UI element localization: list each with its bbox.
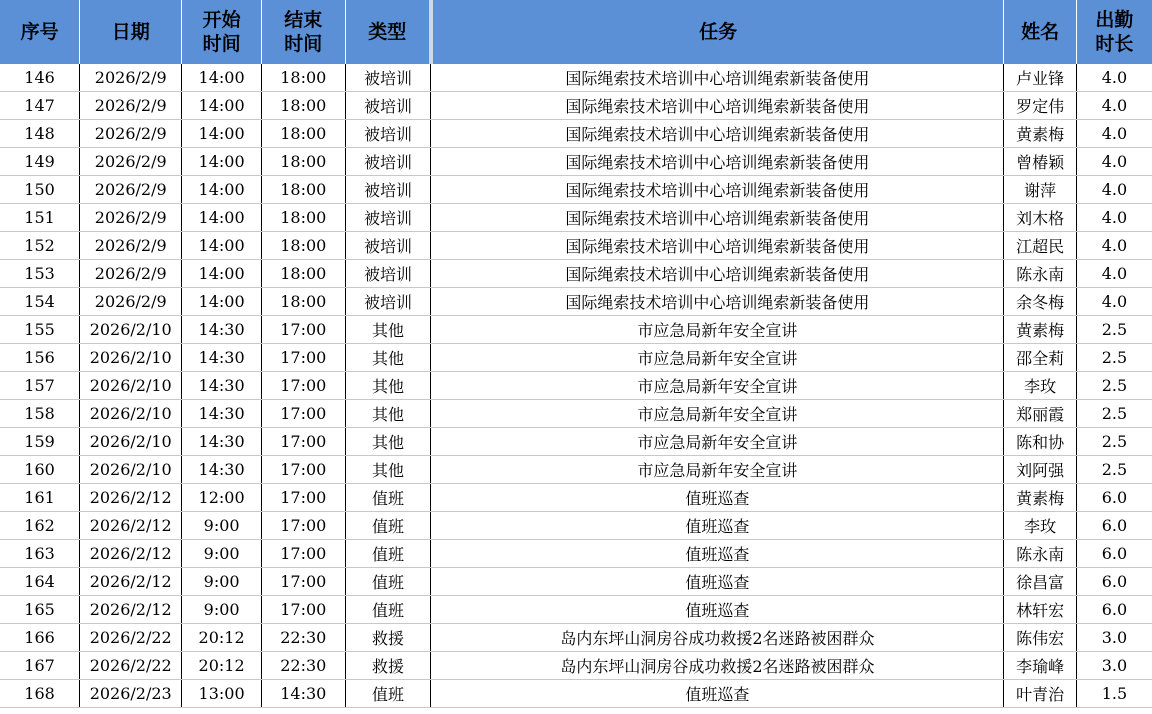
cell-date[interactable]: 2026/2/9 [80,148,182,176]
cell-serial[interactable]: 166 [0,624,80,652]
cell-serial[interactable]: 152 [0,232,80,260]
cell-type[interactable]: 值班 [345,680,431,708]
table-body [0,64,1152,708]
cell-start-time[interactable]: 14:00 [182,260,262,288]
cell-hours[interactable]: 4.0 [1076,64,1152,92]
cell-serial[interactable]: 155 [0,316,80,344]
cell-serial[interactable]: 151 [0,204,80,232]
cell-hours[interactable]: 6.0 [1076,596,1152,624]
cell-task[interactable]: 值班巡查 [431,596,1004,624]
cell-task[interactable]: 值班巡查 [431,540,1004,568]
cell-start-time[interactable]: 14:30 [182,456,262,484]
cell-start-time[interactable]: 14:30 [182,344,262,372]
cell-task[interactable]: 市应急局新年安全宣讲 [431,428,1004,456]
cell-hours[interactable]: 6.0 [1076,484,1152,512]
cell-end-time[interactable]: 22:30 [261,624,345,652]
cell-task[interactable]: 值班巡查 [431,680,1004,708]
table-row [0,568,1152,596]
cell-end-time[interactable]: 17:00 [261,540,345,568]
cell-start-time[interactable]: 9:00 [182,540,262,568]
table-row [0,372,1152,400]
cell-hours[interactable]: 4.0 [1076,120,1152,148]
cell-type[interactable]: 值班 [345,512,431,540]
cell-task[interactable]: 市应急局新年安全宣讲 [431,344,1004,372]
cell-serial[interactable]: 164 [0,568,80,596]
cell-start-time[interactable]: 14:00 [182,232,262,260]
cell-type[interactable]: 被培训 [345,64,431,92]
cell-task[interactable]: 岛内东坪山洞房谷成功救援2名迷路被困群众 [431,652,1004,680]
cell-name[interactable]: 黄素梅 [1004,316,1077,344]
cell-task[interactable]: 市应急局新年安全宣讲 [431,456,1004,484]
cell-serial[interactable]: 149 [0,148,80,176]
table-row [0,400,1152,428]
cell-end-time[interactable]: 18:00 [261,204,345,232]
cell-serial[interactable]: 148 [0,120,80,148]
cell-type[interactable]: 被培训 [345,260,431,288]
cell-type[interactable]: 被培训 [345,92,431,120]
cell-hours[interactable]: 2.5 [1076,428,1152,456]
cell-serial[interactable]: 153 [0,260,80,288]
table-row [0,680,1152,708]
cell-name[interactable]: 刘阿强 [1004,456,1077,484]
cell-name[interactable]: 余冬梅 [1004,288,1077,316]
cell-end-time[interactable]: 17:00 [261,568,345,596]
cell-end-time[interactable]: 18:00 [261,92,345,120]
cell-serial[interactable]: 157 [0,372,80,400]
cell-start-time[interactable]: 9:00 [182,596,262,624]
cell-serial[interactable]: 163 [0,540,80,568]
cell-hours[interactable]: 2.5 [1076,400,1152,428]
cell-hours[interactable]: 6.0 [1076,568,1152,596]
header-task[interactable]: 任务 [431,0,1004,64]
header-type[interactable]: 类型 [345,0,431,64]
header-start-time[interactable]: 开始 时间 [182,0,262,64]
table-row [0,64,1152,92]
cell-start-time[interactable]: 14:30 [182,400,262,428]
cell-hours[interactable]: 4.0 [1076,148,1152,176]
cell-name[interactable]: 刘木格 [1004,204,1077,232]
cell-task[interactable]: 国际绳索技术培训中心培训绳索新装备使用 [431,232,1004,260]
cell-start-time[interactable]: 14:00 [182,288,262,316]
cell-name[interactable]: 黄素梅 [1004,120,1077,148]
cell-end-time[interactable]: 18:00 [261,64,345,92]
cell-end-time[interactable]: 18:00 [261,176,345,204]
cell-hours[interactable]: 1.5 [1076,680,1152,708]
cell-type[interactable]: 被培训 [345,120,431,148]
cell-name[interactable]: 李玫 [1004,372,1077,400]
cell-hours[interactable]: 2.5 [1076,316,1152,344]
cell-end-time[interactable]: 18:00 [261,232,345,260]
cell-name[interactable]: 李瑜峰 [1004,652,1077,680]
cell-date[interactable]: 2026/2/9 [80,176,182,204]
cell-end-time[interactable]: 18:00 [261,120,345,148]
header-date[interactable]: 日期 [80,0,182,64]
table-row [0,204,1152,232]
cell-date[interactable]: 2026/2/9 [80,288,182,316]
cell-hours[interactable]: 4.0 [1076,92,1152,120]
cell-type[interactable]: 值班 [345,540,431,568]
cell-name[interactable]: 卢业锋 [1004,64,1077,92]
cell-type[interactable]: 其他 [345,400,431,428]
cell-hours[interactable]: 4.0 [1076,176,1152,204]
cell-end-time[interactable]: 18:00 [261,288,345,316]
table-row [0,344,1152,372]
cell-type[interactable]: 其他 [345,344,431,372]
cell-start-time[interactable]: 14:00 [182,176,262,204]
cell-hours[interactable]: 4.0 [1076,288,1152,316]
cell-task[interactable]: 岛内东坪山洞房谷成功救援2名迷路被困群众 [431,624,1004,652]
header-hours[interactable]: 出勤 时长 [1076,0,1152,64]
cell-end-time[interactable]: 18:00 [261,148,345,176]
cell-type[interactable]: 值班 [345,596,431,624]
cell-start-time[interactable]: 14:30 [182,372,262,400]
cell-start-time[interactable]: 14:30 [182,428,262,456]
cell-hours[interactable]: 3.0 [1076,624,1152,652]
cell-date[interactable]: 2026/2/10 [80,372,182,400]
cell-date[interactable]: 2026/2/10 [80,400,182,428]
header-end-time[interactable]: 结束 时间 [261,0,345,64]
table-row [0,148,1152,176]
cell-hours[interactable]: 2.5 [1076,372,1152,400]
cell-serial[interactable]: 147 [0,92,80,120]
cell-task[interactable]: 国际绳索技术培训中心培训绳索新装备使用 [431,288,1004,316]
cell-name[interactable]: 郑丽霞 [1004,400,1077,428]
cell-end-time[interactable]: 17:00 [261,316,345,344]
cell-serial[interactable]: 160 [0,456,80,484]
cell-type[interactable]: 被培训 [345,204,431,232]
cell-serial[interactable]: 150 [0,176,80,204]
cell-end-time[interactable]: 17:00 [261,400,345,428]
cell-hours[interactable]: 6.0 [1076,540,1152,568]
cell-task[interactable]: 国际绳索技术培训中心培训绳索新装备使用 [431,204,1004,232]
cell-end-time[interactable]: 17:00 [261,428,345,456]
cell-name[interactable]: 谢萍 [1004,176,1077,204]
cell-serial[interactable]: 162 [0,512,80,540]
cell-start-time[interactable]: 20:12 [182,652,262,680]
cell-date[interactable]: 2026/2/10 [80,456,182,484]
cell-type[interactable]: 被培训 [345,176,431,204]
cell-hours[interactable]: 3.0 [1076,652,1152,680]
cell-task[interactable]: 国际绳索技术培训中心培训绳索新装备使用 [431,64,1004,92]
cell-date[interactable]: 2026/2/10 [80,428,182,456]
cell-type[interactable]: 其他 [345,428,431,456]
cell-end-time[interactable]: 22:30 [261,652,345,680]
table-row [0,596,1152,624]
cell-end-time[interactable]: 18:00 [261,260,345,288]
cell-start-time[interactable]: 14:00 [182,148,262,176]
cell-date[interactable]: 2026/2/12 [80,540,182,568]
cell-date[interactable]: 2026/2/12 [80,484,182,512]
table-row [0,176,1152,204]
cell-type[interactable]: 被培训 [345,148,431,176]
cell-hours[interactable]: 4.0 [1076,204,1152,232]
cell-serial[interactable]: 159 [0,428,80,456]
cell-task[interactable]: 市应急局新年安全宣讲 [431,400,1004,428]
cell-start-time[interactable]: 13:00 [182,680,262,708]
cell-name[interactable]: 江超民 [1004,232,1077,260]
cell-date[interactable]: 2026/2/12 [80,512,182,540]
cell-start-time[interactable]: 12:00 [182,484,262,512]
header-name[interactable]: 姓名 [1004,0,1077,64]
cell-date[interactable]: 2026/2/10 [80,316,182,344]
cell-hours[interactable]: 2.5 [1076,344,1152,372]
cell-task[interactable]: 国际绳索技术培训中心培训绳索新装备使用 [431,120,1004,148]
cell-task[interactable]: 国际绳索技术培训中心培训绳索新装备使用 [431,176,1004,204]
cell-end-time[interactable]: 17:00 [261,512,345,540]
cell-type[interactable]: 被培训 [345,288,431,316]
cell-type[interactable]: 其他 [345,316,431,344]
cell-date[interactable]: 2026/2/22 [80,652,182,680]
cell-date[interactable]: 2026/2/9 [80,92,182,120]
cell-start-time[interactable]: 14:00 [182,204,262,232]
cell-task[interactable]: 市应急局新年安全宣讲 [431,372,1004,400]
cell-start-time[interactable]: 14:00 [182,92,262,120]
cell-task[interactable]: 市应急局新年安全宣讲 [431,316,1004,344]
table-row [0,232,1152,260]
cell-name[interactable]: 罗定伟 [1004,92,1077,120]
cell-task[interactable]: 国际绳索技术培训中心培训绳索新装备使用 [431,92,1004,120]
cell-start-time[interactable]: 20:12 [182,624,262,652]
cell-start-time[interactable]: 14:30 [182,316,262,344]
cell-hours[interactable]: 2.5 [1076,456,1152,484]
cell-name[interactable]: 陈伟宏 [1004,624,1077,652]
cell-date[interactable]: 2026/2/9 [80,232,182,260]
cell-end-time[interactable]: 14:30 [261,680,345,708]
cell-type[interactable]: 值班 [345,568,431,596]
cell-type[interactable]: 其他 [345,372,431,400]
cell-type[interactable]: 救援 [345,652,431,680]
cell-date[interactable]: 2026/2/9 [80,64,182,92]
cell-name[interactable]: 陈和协 [1004,428,1077,456]
cell-type[interactable]: 被培训 [345,232,431,260]
table-row [0,428,1152,456]
cell-serial[interactable]: 154 [0,288,80,316]
cell-name[interactable]: 黄素梅 [1004,484,1077,512]
table-row [0,288,1152,316]
table-row [0,260,1152,288]
cell-start-time[interactable]: 9:00 [182,512,262,540]
cell-date[interactable]: 2026/2/10 [80,344,182,372]
table-row [0,120,1152,148]
cell-name[interactable]: 邵全莉 [1004,344,1077,372]
cell-name[interactable]: 陈永南 [1004,540,1077,568]
cell-task[interactable]: 国际绳索技术培训中心培训绳索新装备使用 [431,148,1004,176]
cell-date[interactable]: 2026/2/23 [80,680,182,708]
cell-name[interactable]: 徐昌富 [1004,568,1077,596]
cell-end-time[interactable]: 17:00 [261,456,345,484]
cell-start-time[interactable]: 9:00 [182,568,262,596]
header-serial[interactable]: 序号 [0,0,80,64]
cell-date[interactable]: 2026/2/12 [80,596,182,624]
cell-end-time[interactable]: 17:00 [261,596,345,624]
cell-name[interactable]: 林轩宏 [1004,596,1077,624]
cell-serial[interactable]: 161 [0,484,80,512]
table-row [0,652,1152,680]
cell-name[interactable]: 李玫 [1004,512,1077,540]
cell-end-time[interactable]: 17:00 [261,484,345,512]
cell-date[interactable]: 2026/2/22 [80,624,182,652]
cell-task[interactable]: 国际绳索技术培训中心培训绳索新装备使用 [431,260,1004,288]
cell-serial[interactable]: 158 [0,400,80,428]
table-row [0,484,1152,512]
cell-task[interactable]: 值班巡查 [431,512,1004,540]
cell-start-time[interactable]: 14:00 [182,120,262,148]
cell-date[interactable]: 2026/2/9 [80,120,182,148]
cell-type[interactable]: 救援 [345,624,431,652]
cell-serial[interactable]: 156 [0,344,80,372]
cell-serial[interactable]: 165 [0,596,80,624]
cell-type[interactable]: 其他 [345,456,431,484]
cell-end-time[interactable]: 17:00 [261,344,345,372]
cell-hours[interactable]: 4.0 [1076,232,1152,260]
cell-end-time[interactable]: 17:00 [261,372,345,400]
cell-hours[interactable]: 4.0 [1076,260,1152,288]
cell-task[interactable]: 值班巡查 [431,484,1004,512]
table-row [0,92,1152,120]
table-row [0,624,1152,652]
cell-start-time[interactable]: 14:00 [182,64,262,92]
table-row [0,316,1152,344]
cell-serial[interactable]: 146 [0,64,80,92]
cell-serial[interactable]: 168 [0,680,80,708]
cell-name[interactable]: 陈永南 [1004,260,1077,288]
cell-name[interactable]: 叶青治 [1004,680,1077,708]
cell-task[interactable]: 值班巡查 [431,568,1004,596]
header-row [0,0,1152,64]
table-row [0,512,1152,540]
cell-name[interactable]: 曾椿颖 [1004,148,1077,176]
cell-date[interactable]: 2026/2/12 [80,568,182,596]
cell-hours[interactable]: 6.0 [1076,512,1152,540]
table-row [0,456,1152,484]
cell-date[interactable]: 2026/2/9 [80,204,182,232]
table-row [0,540,1152,568]
cell-type[interactable]: 值班 [345,484,431,512]
cell-serial[interactable]: 167 [0,652,80,680]
cell-date[interactable]: 2026/2/9 [80,260,182,288]
